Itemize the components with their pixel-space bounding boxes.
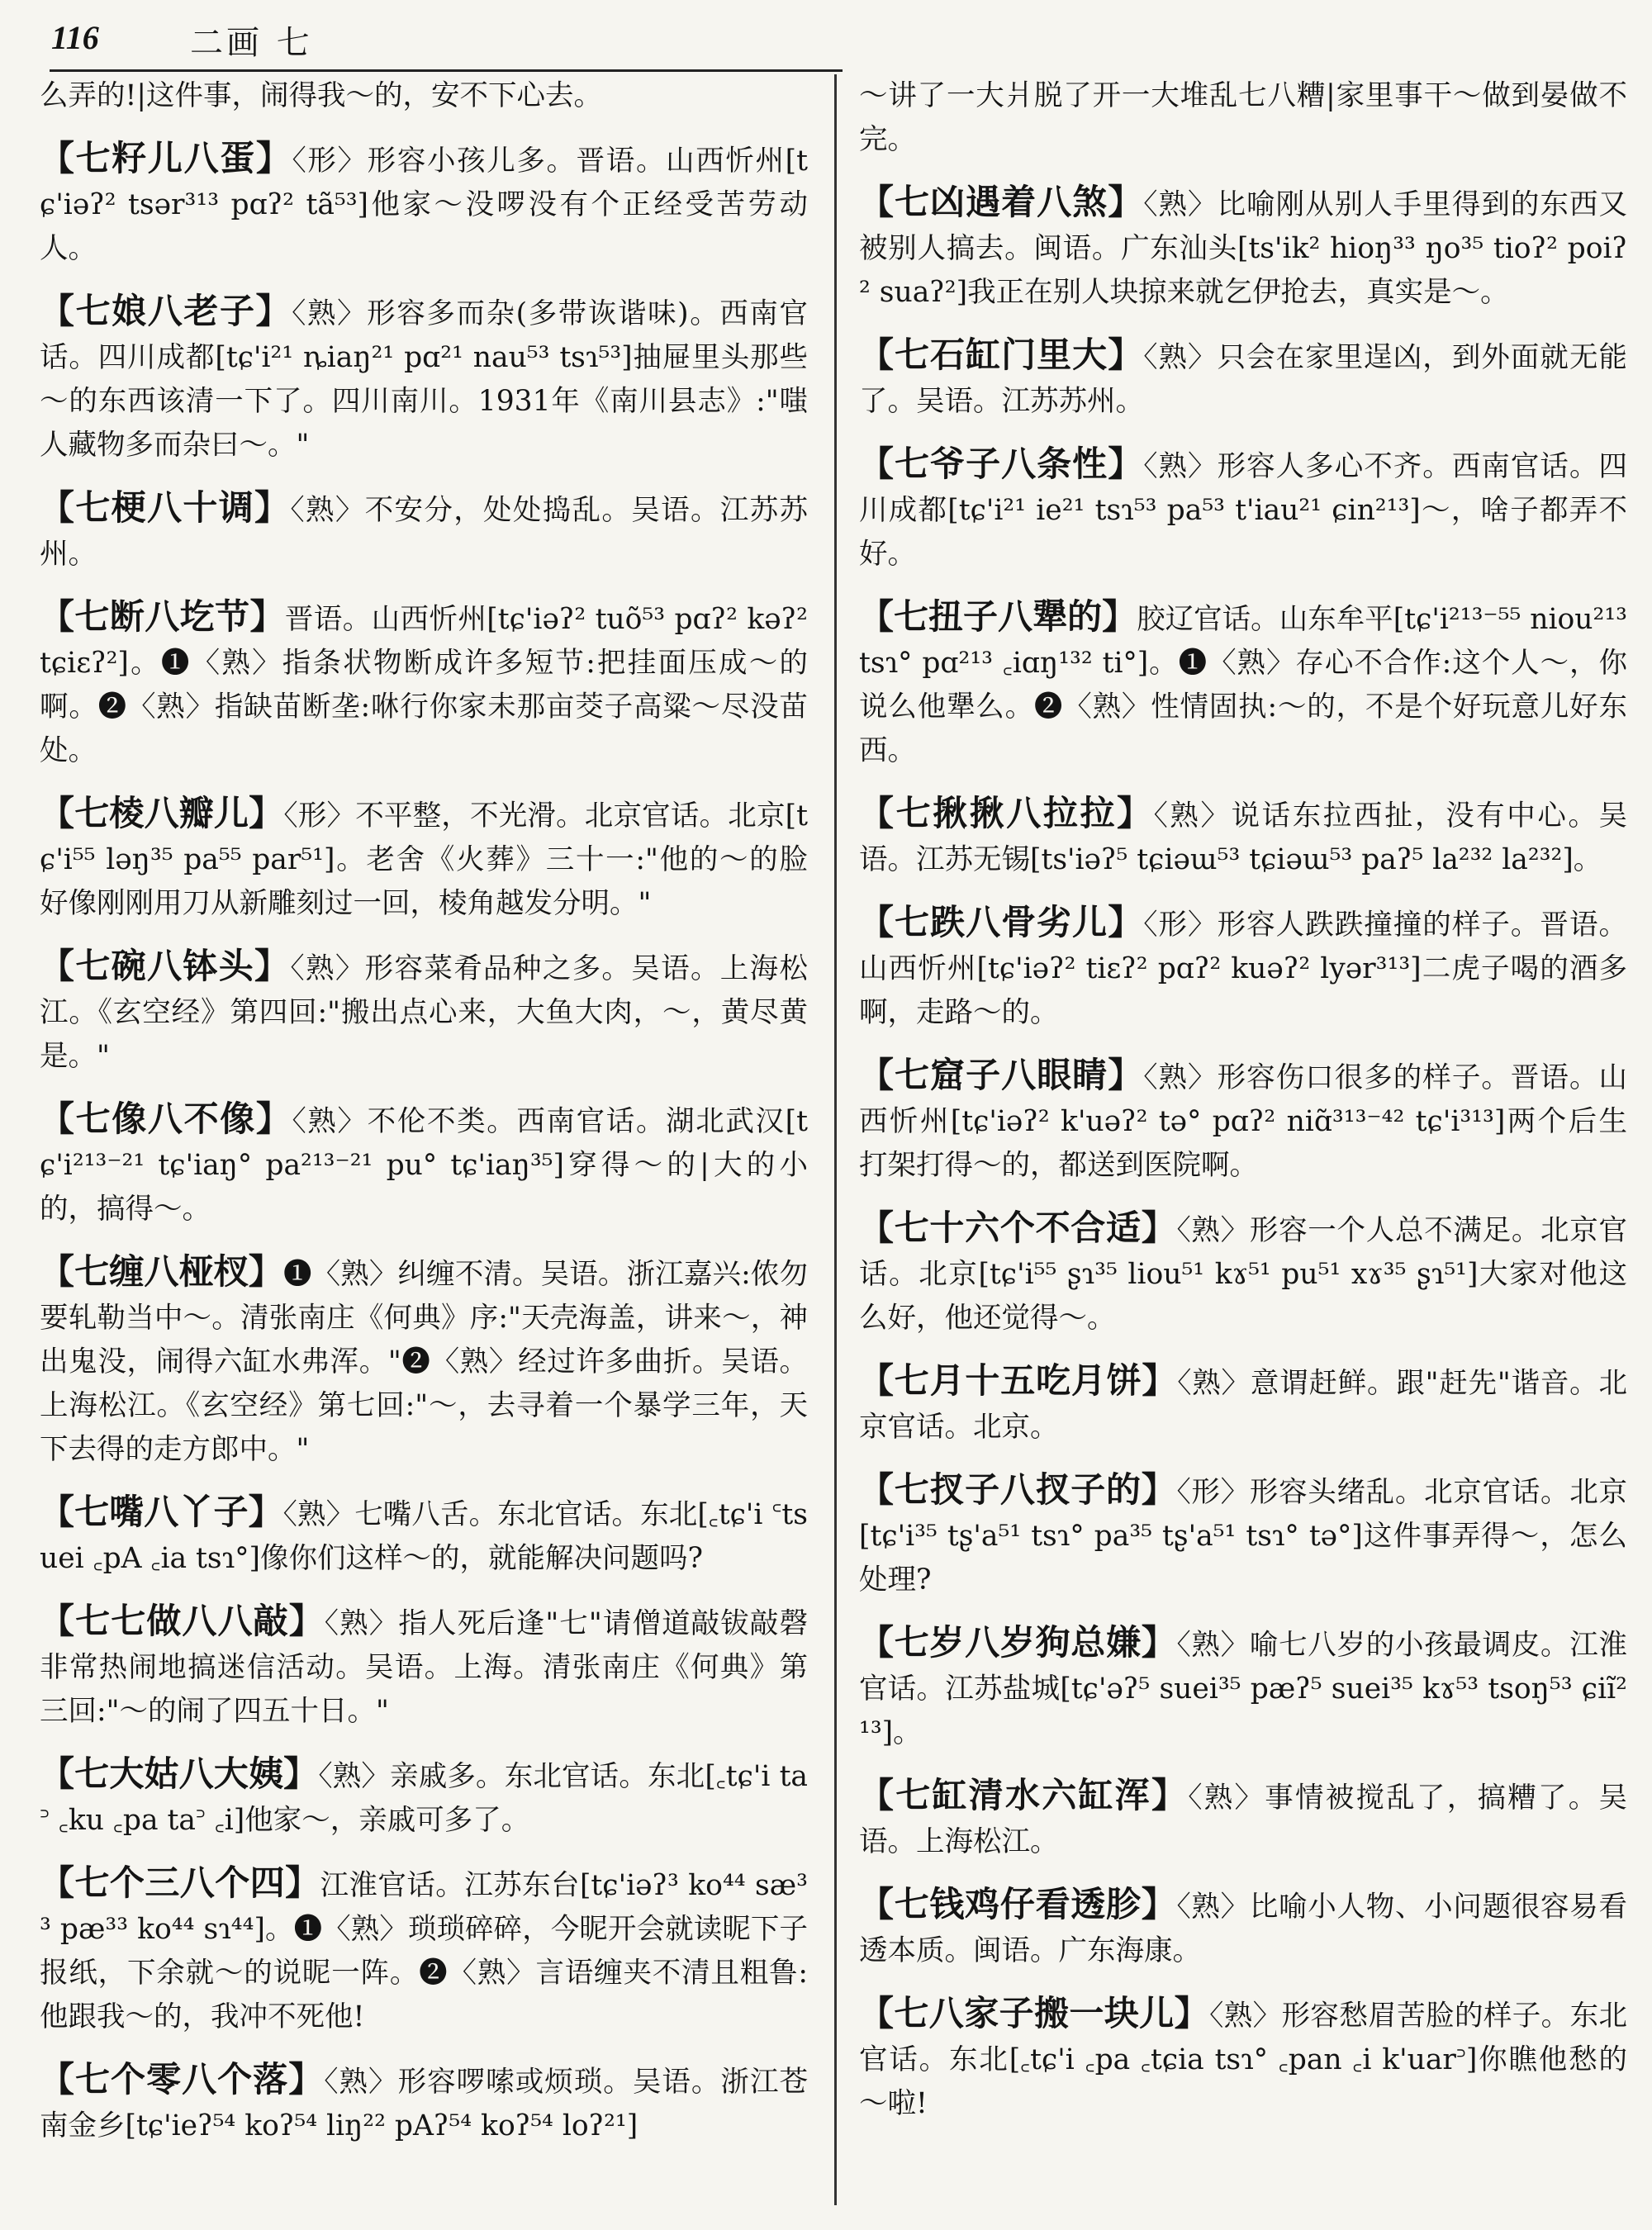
column-divider <box>834 74 837 2205</box>
entry-headword: 【七缠八桠杈】 <box>40 1251 283 1292</box>
dictionary-entry <box>859 1206 1627 1340</box>
dictionary-entry <box>859 1053 1627 1188</box>
left-column <box>40 74 808 2205</box>
dictionary-entry <box>40 944 808 1079</box>
entry-headword: 【七八家子搬一块儿】 <box>859 1993 1210 2033</box>
entry-definition: 〈熟〉喻七八岁的小孩最调皮。江淮官话。江苏盐城[tɕ'əʔ⁵ suei³⁵ pæʔ⁵ suei³⁵ kɤ⁵³ tsoŋ⁵³ ɕiĩ²¹³]。 <box>859 1629 1627 1749</box>
entry-definition: 〈熟〉形容菜肴品种之多。吴语。上海松江。《玄空经》第四回:"搬出点心来，大鱼大肉，～，黄尽黄是。" <box>40 952 808 1073</box>
entry-definition: 〈熟〉不伦不类。西南官话。湖北武汉[tɕ'i²¹³⁻²¹ tɕ'iaŋ° pa²¹³⁻²¹ pu° tɕ'iaŋ³⁵]穿得～的|大的小的，搞得～。 <box>40 1105 808 1226</box>
entry-headword: 【七缸清水六缸浑】 <box>859 1775 1189 1815</box>
entry-headword: 【七七做八八敲】 <box>40 1601 325 1641</box>
dictionary-entry <box>40 1752 808 1843</box>
entry-headword: 【七棱八瓣儿】 <box>40 793 284 833</box>
dictionary-entry <box>40 486 808 576</box>
dictionary-entry <box>40 136 808 271</box>
dictionary-entry <box>40 1599 808 1734</box>
entry-headword: 【七断八圪节】 <box>40 596 285 637</box>
entry-headword: 【七籽儿八蛋】 <box>40 138 292 178</box>
entry-list <box>859 180 1627 2126</box>
entry-headword: 【七嘴八丫子】 <box>40 1492 283 1532</box>
entry-headword: 【七爷子八条性】 <box>859 444 1144 484</box>
entry-definition: 〈熟〉指人死后逢"七"请僧道敲钹敲磬非常热闹地搞迷信活动。吴语。上海。清张南庄《何典》第三回:"～的闹了四五十日。" <box>40 1607 808 1728</box>
right-column <box>859 74 1627 2205</box>
entry-headword: 【七窟子八眼睛】 <box>859 1055 1144 1095</box>
entry-headword: 【七扠子八扠子的】 <box>859 1469 1177 1510</box>
entry-definition: 〈熟〉形容啰嗦或烦琐。吴语。浙江苍南金乡[tɕ'ieʔ⁵⁴ koʔ⁵⁴ liŋ²² pAʔ⁵⁴ koʔ⁵⁴ loʔ²¹] <box>40 2066 808 2142</box>
entry-headword: 【七梗八十调】 <box>40 487 291 528</box>
entry-definition: 晋语。山西忻州[tɕ'iəʔ² tuõ⁵³ pɑʔ² kəʔ² tɕiɛʔ²]。❶〈熟〉指条状物断成许多短节:把挂面压成～的啊。❷〈熟〉指缺苗断垄:咻行你家未那亩茭子高粱～尽没苗处。 <box>40 603 808 767</box>
entry-headword: 【七石缸门里大】 <box>859 334 1144 375</box>
section-title: 二画 七 <box>190 24 313 62</box>
continuation-text: ～讲了一大爿脱了开一大堆乱七八糟|家里事干～做到晏做不完。 <box>859 79 1627 156</box>
page-header <box>0 0 1652 81</box>
dictionary-entry <box>859 1882 1627 1973</box>
dictionary-entry <box>40 1861 808 2039</box>
dictionary-entry <box>859 442 1627 576</box>
entry-definition: 〈熟〉事情被搅乱了，搞糟了。吴语。上海松江。 <box>859 1782 1627 1858</box>
dictionary-entry <box>40 1490 808 1581</box>
entry-headword: 【七扭子八犟的】 <box>859 596 1137 637</box>
entry-headword: 【七跌八骨劣儿】 <box>859 902 1144 942</box>
dictionary-entry <box>859 791 1627 882</box>
dictionary-entry <box>40 595 808 773</box>
entry-headword: 【七岁八岁狗总嫌】 <box>859 1622 1177 1663</box>
entry-definition: 〈熟〉七嘴八舌。东北官话。东北[꜀tɕ'i ꜂tsuei ꜀pA ꜀ia tsɿ°]像你们这样～的，就能解决问题吗? <box>40 1498 808 1575</box>
dictionary-entry <box>40 791 808 926</box>
entry-definition: 〈形〉形容人跌跌撞撞的样子。晋语。山西忻州[tɕ'iəʔ² tiɛʔ² pɑʔ² kuəʔ² lyər³¹³]二虎子喝的酒多啊，走路～的。 <box>859 909 1627 1029</box>
entry-definition: 〈熟〉比喻刚从别人手里得到的东西又被别人搞去。闽语。广东汕头[ts'ik² hioŋ³³ ŋo³⁵ tioʔ² poiʔ² suaʔ²]我正在别人块掠来就乞伊抢去，真实是～。 <box>859 188 1627 309</box>
dictionary-entry <box>859 1773 1627 1864</box>
header-rule <box>50 69 843 72</box>
dictionary-entry <box>40 2057 808 2148</box>
entry-headword: 【七碗八钵头】 <box>40 946 291 986</box>
dictionary-entry <box>859 180 1627 315</box>
entry-definition: 〈形〉形容小孩儿多。晋语。山西忻州[tɕ'iəʔ² tsər³¹³ pɑʔ² tã⁵³]他家～没啰没有个正经受苦劳动人。 <box>40 145 808 265</box>
dictionary-entry <box>859 595 1627 773</box>
entry-headword: 【七个零八个落】 <box>40 2059 325 2100</box>
dictionary-entry <box>40 1250 808 1472</box>
dictionary-entry <box>859 333 1627 424</box>
entry-definition: 〈形〉不平整，不光滑。北京官话。北京[tɕ'i⁵⁵ ləŋ³⁵ pa⁵⁵ par⁵¹]。老舍《火葬》三十一:"他的～的脸好像刚刚用刀从新雕刻过一回，棱角越发分明。" <box>40 799 808 920</box>
entry-definition: 江淮官话。江苏东台[tɕ'iəʔ³ ko⁴⁴ sæ³³ pæ³³ ko⁴⁴ sɿ⁴⁴]。❶〈熟〉琐琐碎碎，今昵开会就读昵下子报纸，下余就～的说昵一阵。❷〈熟〉言语缠夹不清且粗鲁:他跟我～的，我冲不死他! <box>40 1869 808 2033</box>
dictionary-entry <box>859 1620 1627 1755</box>
entry-definition: 〈熟〉只会在家里逞凶，到外面就无能了。吴语。江苏苏州。 <box>859 341 1627 418</box>
entry-definition: 〈形〉形容头绪乱。北京官话。北京[tɕ'i³⁵ tʂ'a⁵¹ tsɿ° pa³⁵ tʂ'a⁵¹ tsɿ° tə°]这件事弄得～，怎么处理? <box>859 1476 1627 1597</box>
entry-headword: 【七娘八老子】 <box>40 291 292 331</box>
entry-definition: 〈熟〉形容愁眉苦脸的样子。东北官话。东北[꜀tɕ'i ꜀pa ꜀tɕia tsɿ° ꜀pan ꜀i k'uar꜄]你瞧他愁的～啦! <box>859 2000 1627 2120</box>
entry-headword: 【七像八不像】 <box>40 1098 292 1139</box>
dictionary-entry <box>859 1991 1627 2126</box>
entry-definition: 〈熟〉说话东拉西扯，没有中心。吴语。江苏无锡[ts'iəʔ⁵ tɕiəɯ⁵³ tɕiəɯ⁵³ paʔ⁵ la²³² la²³²]。 <box>859 799 1627 876</box>
entry-definition: ❶〈熟〉纠缠不清。吴语。浙江嘉兴:侬勿要轧勒当中～。清张南庄《何典》序:"天壳海盖，讲来～，神出鬼没，闹得六缸水弗浑。"❷〈熟〉经过许多曲折。吴语。上海松江。《玄空经》第七回:"～，去寻着一个暴学三年，天下去得的走方郎中。" <box>40 1258 808 1466</box>
entry-definition: 〈熟〉形容人多心不齐。西南官话。四川成都[tɕ'i²¹ ie²¹ tsɿ⁵³ pa⁵³ t'iau²¹ ɕin²¹³]～，啥子都弄不好。 <box>859 450 1627 571</box>
dictionary-entry <box>859 1468 1627 1602</box>
entry-definition: 〈熟〉形容多而杂(多带诙谐味)。西南官话。四川成都[tɕ'i²¹ ȵiaŋ²¹ pɑ²¹ nau⁵³ tsɿ⁵³]抽屉里头那些～的东西该清一下了。四川南川。1931年《南川县志》:"嗤人藏物多而杂曰～。" <box>40 297 808 462</box>
entry-headword: 【七个三八个四】 <box>40 1862 320 1903</box>
entry-headword: 【七月十五吃月饼】 <box>859 1360 1178 1401</box>
entry-definition: 〈熟〉形容一个人总不满足。北京官话。北京[tɕ'i⁵⁵ ʂɿ³⁵ liou⁵¹ kɤ⁵¹ pu⁵¹ xɤ³⁵ ʂɿ⁵¹]大家对他这么好，他还觉得～。 <box>859 1214 1627 1335</box>
entry-definition: 〈熟〉意谓赶鲜。跟"赶先"谐音。北京官话。北京。 <box>859 1367 1627 1444</box>
entry-definition: 〈熟〉亲戚多。东北官话。东北[꜀tɕ'i ta꜄ ꜀ku ꜀pa ta꜄ ꜀i]他家～，亲戚可多了。 <box>40 1760 808 1837</box>
entry-list <box>40 136 808 2148</box>
entry-definition: 〈熟〉形容伤口很多的样子。晋语。山西忻州[tɕ'iəʔ² k'uəʔ² tə° pɑʔ² niɑ̃³¹³⁻⁴² tɕ'i³¹³]两个后生打架打得～的，都送到医院啊。 <box>859 1061 1627 1182</box>
continuation-text: 么弄的!|这件事，闹得我～的，安不下心去。 <box>40 79 602 112</box>
entry-definition: 〈熟〉不安分，处处捣乱。吴语。江苏苏州。 <box>40 494 808 571</box>
entry-headword: 【七凶遇着八煞】 <box>859 182 1144 222</box>
page-number: 116 <box>51 19 99 56</box>
dictionary-entry <box>40 289 808 467</box>
entry-headword: 【七钱鸡仔看透胗】 <box>859 1884 1177 1924</box>
dictionary-entry <box>859 1359 1627 1450</box>
dictionary-entry <box>859 900 1627 1035</box>
entry-headword: 【七十六个不合适】 <box>859 1208 1177 1248</box>
entry-headword: 【七大姑八大姨】 <box>40 1753 319 1794</box>
dictionary-entry <box>40 1097 808 1231</box>
entry-definition: 〈熟〉比喻小人物、小问题很容易看透本质。闽语。广东海康。 <box>859 1891 1627 1967</box>
entry-headword: 【七揪揪八拉拉】 <box>859 793 1154 833</box>
entry-definition: 胶辽官话。山东牟平[tɕ'i²¹³⁻⁵⁵ niou²¹³ tsɿ° pɑ²¹³ ꜀iɑŋ¹³² ti°]。❶〈熟〉存心不合作:这个人～，你说么他犟么。❷〈熟〉性情固执:～的，不是个好玩意儿好东西。 <box>859 603 1627 767</box>
